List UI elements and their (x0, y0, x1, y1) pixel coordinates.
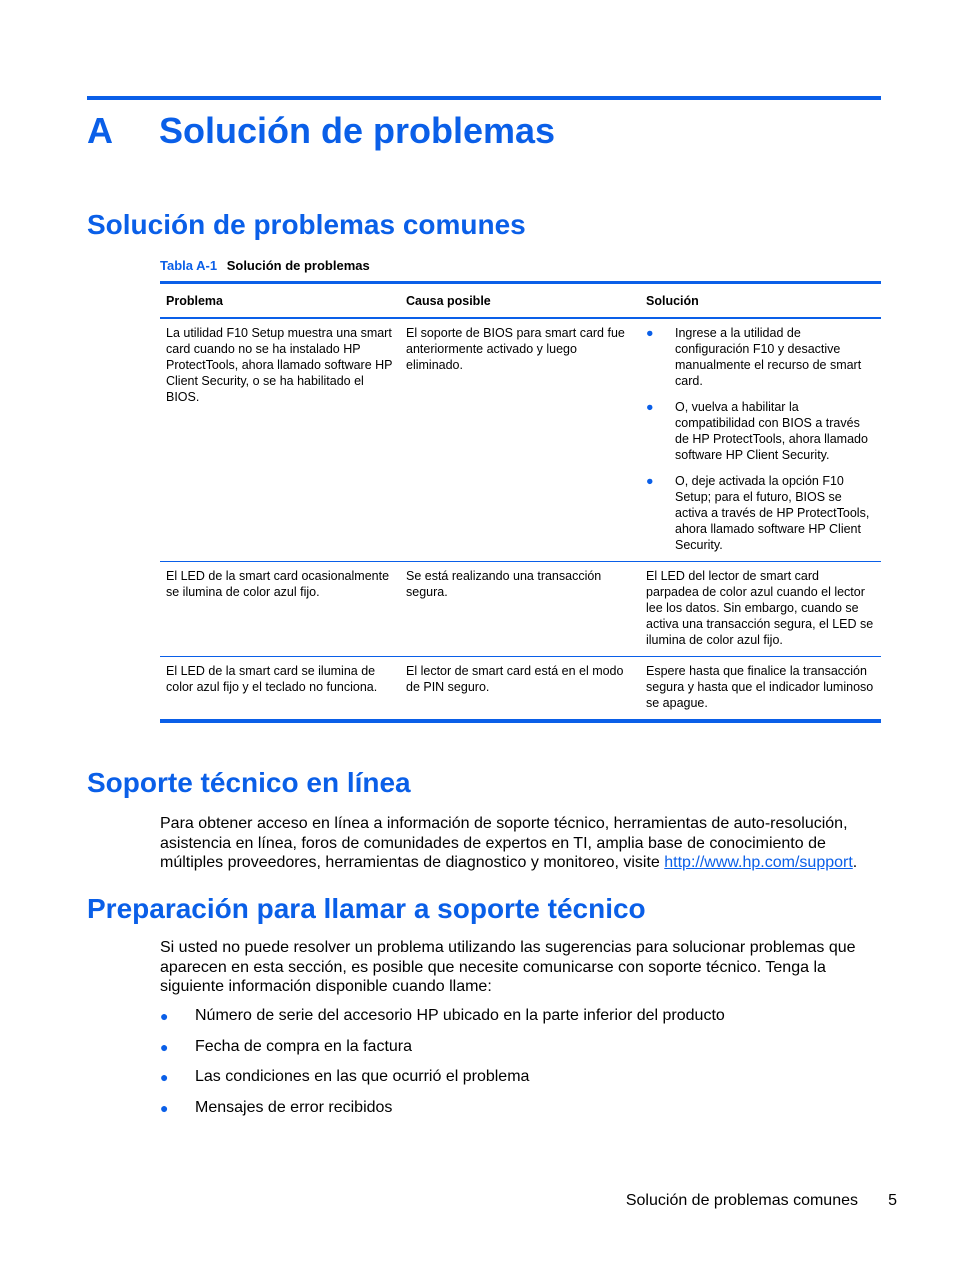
online-support-paragraph (160, 814, 880, 873)
section-heading-online-support: Soporte técnico en línea (87, 767, 411, 798)
column-header-solution: Solución (640, 283, 881, 319)
online-support-text: Para obtener acceso en línea a información de soporte técnico, herramientas de auto-resolución, asistencia en línea, foros de comunidades de expertos en TI, amplia base de conocimiento de múltiples proveedores, herramientas de diagnostico y monitoreo, visite (160, 815, 848, 871)
table-row (160, 657, 881, 722)
bullet-icon: ● (646, 400, 654, 414)
cell-solution (640, 318, 881, 562)
cell-cause: El soporte de BIOS para smart card fue anteriormente activado y luego eliminado. (400, 318, 640, 562)
solution-list-item (646, 473, 875, 553)
cell-problem: La utilidad F10 Setup muestra una smart card cuando no se ha instalado HP ProtectTools, ahora llamado software HP Client Security, o se ha habilitado el BIOS. (160, 318, 400, 562)
bullet-icon: ● (160, 1008, 169, 1024)
chapter-top-rule (87, 96, 881, 100)
page-number: 5 (888, 1192, 897, 1209)
solution-item-text: O, vuelva a habilitar la compatibilidad con BIOS a través de HP ProtectTools, ahora llamado software HP Client Security. (675, 400, 868, 462)
support-link[interactable]: http://www.hp.com/support (664, 854, 853, 871)
table-header-row (160, 283, 881, 319)
online-support-text-end: . (852, 854, 858, 871)
bullet-icon: ● (160, 1038, 169, 1055)
call-preparation-paragraph: Si usted no puede resolver un problema utilizando las sugerencias para solucionar problemas que aparecen en esta sección, es posible que necesite comunicarse con soporte técnico. Tenga la siguiente información disponible cuando llame: (160, 939, 856, 995)
troubleshooting-table (160, 281, 881, 723)
table-caption-number: Tabla A-1 (160, 258, 218, 273)
solution-list (646, 325, 875, 553)
table-row (160, 562, 881, 657)
column-header-cause: Causa posible (400, 283, 640, 319)
solution-item-text: O, deje activada la opción F10 Setup; para el futuro, BIOS se activa a través de HP ProtectTools, ahora llamado software HP Client Security. (675, 474, 870, 552)
bullet-icon: ● (646, 326, 654, 340)
table-row (160, 318, 881, 562)
chapter-letter: A (87, 110, 113, 151)
table-caption-title: Solución de problemas (226, 258, 370, 273)
column-header-problem: Problema (160, 283, 400, 319)
cell-solution: Espere hasta que finalice la transacción segura y hasta que el indicador luminoso se apague. (640, 657, 881, 722)
solution-list-item (646, 325, 875, 389)
list-item-text: Número de serie del accesorio HP ubicado en la parte inferior del producto (195, 1007, 725, 1024)
list-item (160, 1098, 880, 1118)
list-item-text: Las condiciones en las que ocurrió el problema (195, 1068, 530, 1085)
call-preparation-list (160, 1006, 880, 1128)
chapter-title: Solución de problemas (159, 110, 556, 151)
list-item (160, 1067, 880, 1087)
cell-problem: El LED de la smart card se ilumina de color azul fijo y el teclado no funciona. (160, 657, 400, 722)
section-heading-common-problems: Solución de problemas comunes (87, 209, 526, 240)
cell-problem: El LED de la smart card ocasionalmente se ilumina de color azul fijo. (160, 562, 400, 657)
list-item-text: Mensajes de error recibidos (195, 1098, 393, 1116)
cell-cause: El lector de smart card está en el modo de PIN seguro. (400, 657, 640, 722)
footer-section-title: Solución de problemas comunes (625, 1192, 858, 1209)
list-item-text: Fecha de compra en la factura (195, 1037, 413, 1055)
bullet-icon: ● (160, 1069, 169, 1085)
section-heading-call-preparation: Preparación para llamar a soporte técnico (87, 893, 646, 924)
list-item (160, 1037, 880, 1057)
table-caption (160, 257, 370, 275)
solution-list-item (646, 399, 875, 463)
list-item (160, 1006, 880, 1026)
bullet-icon: ● (646, 474, 654, 488)
solution-item-text: Ingrese a la utilidad de configuración F10 y desactive manualmente el recurso de smart card. (675, 326, 862, 388)
cell-cause: Se está realizando una transacción segura. (400, 562, 640, 657)
cell-solution: El LED del lector de smart card parpadea de color azul cuando el lector lee los datos. Sin embargo, cuando se activa una transacción segura, el LED se ilumina de color azul fijo. (640, 562, 881, 657)
bullet-icon: ● (160, 1099, 169, 1116)
